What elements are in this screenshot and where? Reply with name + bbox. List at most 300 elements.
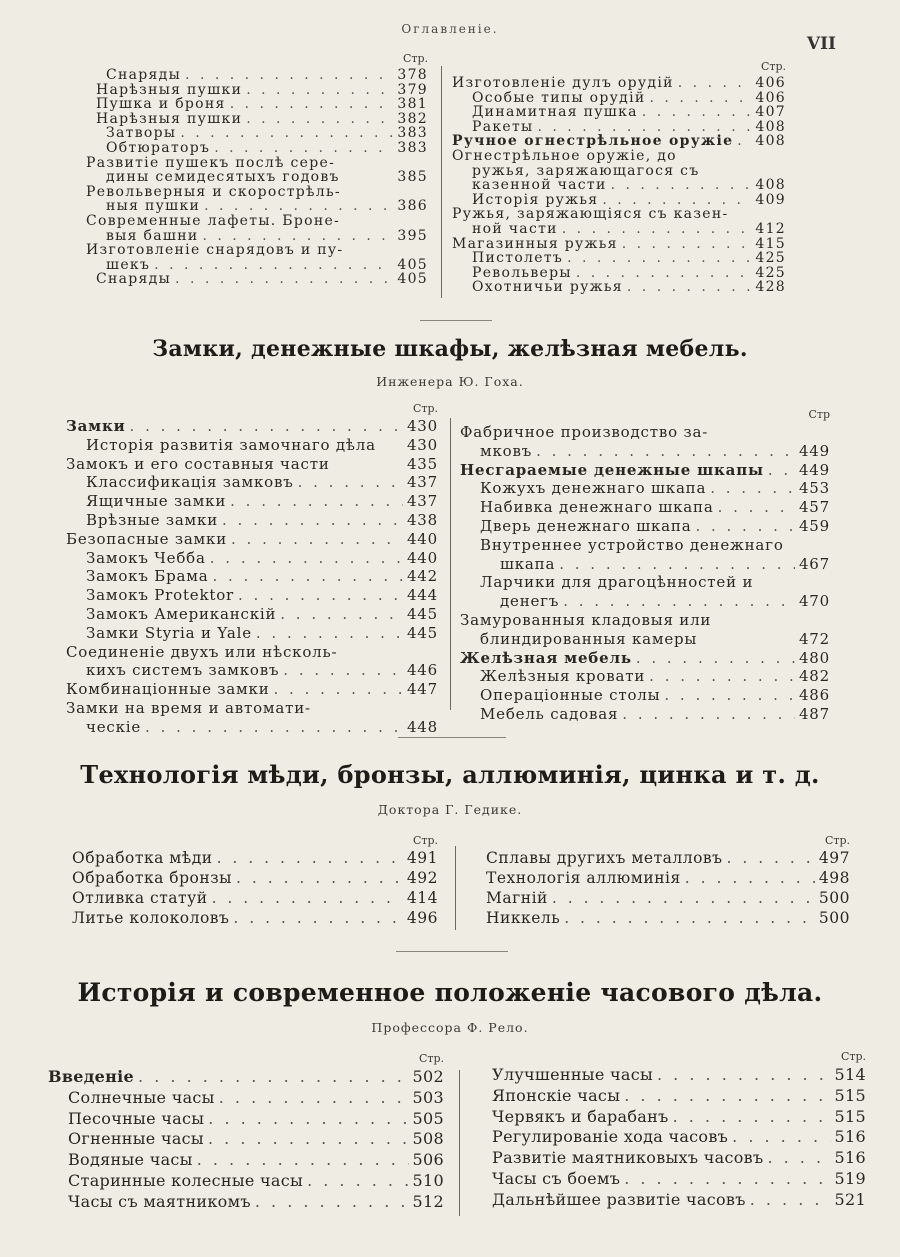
toc-entry <box>452 163 786 178</box>
dot-leader <box>210 549 403 567</box>
left-column <box>86 52 428 286</box>
toc-entry <box>460 686 830 705</box>
dot-leader <box>238 586 403 604</box>
toc-entry <box>460 705 830 724</box>
dot-leader <box>307 1171 408 1190</box>
dot-leader <box>230 492 403 510</box>
toc-entry <box>66 530 438 549</box>
toc-entry-label: Пистолетъ <box>472 250 564 267</box>
toc-entry-label: Замокъ Чебба <box>86 548 206 567</box>
dot-leader <box>138 1067 409 1086</box>
toc-entry-label: Улучшенные часы <box>492 1065 653 1084</box>
toc-entry <box>486 909 850 929</box>
toc-entry-label: Развитіе пушекъ послѣ сере- <box>86 154 336 171</box>
running-head: Оглавленіе. <box>401 22 499 36</box>
toc-entry-label: Нарѣзныя пушки <box>96 110 243 127</box>
toc-entry-label: ружья, заряжающагося съ <box>472 162 700 179</box>
toc-entry-label: Обработка бронзы <box>72 869 233 887</box>
toc-entry <box>460 592 830 611</box>
toc-entry-label: Замокъ и его составныя части <box>66 454 330 473</box>
toc-entry-label: Регулированіе хода часовъ <box>492 1127 729 1147</box>
toc-entry-page: 414 <box>406 889 438 907</box>
toc-entry <box>66 586 438 605</box>
toc-entry-label: Ларчики для драгоцѣнностей и <box>480 573 754 592</box>
toc-entry <box>48 1129 444 1150</box>
toc-entry <box>452 192 786 207</box>
toc-entry-label: Безопасные замки <box>66 529 227 548</box>
toc-entry-label: дины семидесятыхъ годовъ <box>106 169 340 186</box>
toc-entry-label: ческіе <box>86 717 142 736</box>
toc-entry <box>460 479 830 498</box>
toc-entry-label: Желѣзныя кровати <box>480 667 646 686</box>
toc-entry-label: Замокъ Брама <box>86 567 209 586</box>
dot-leader <box>750 1190 831 1209</box>
toc-entry-page: 447 <box>406 680 438 699</box>
section-author: Инженера Ю. Гоха. <box>376 374 524 389</box>
toc-entry-page: 437 <box>406 492 438 511</box>
dot-leader <box>538 119 752 135</box>
toc-entry-label: Затворы <box>106 125 177 142</box>
toc-entry-label: Изготовленіе снарядовъ и пу- <box>86 242 344 259</box>
toc-entry <box>86 67 428 82</box>
dot-leader <box>673 1107 831 1126</box>
dot-leader <box>650 90 752 106</box>
toc-entry <box>72 849 438 869</box>
dot-leader <box>208 1109 408 1128</box>
toc-entry-page: 480 <box>798 648 830 667</box>
toc-entry <box>460 517 830 536</box>
page-column-head: Стр. <box>418 1052 444 1065</box>
toc-entry-label: Фабричное производство за- <box>460 423 709 441</box>
toc-entry-label: Внутреннее устройство денежнаго <box>480 535 784 554</box>
toc-entry-page: 515 <box>834 1085 866 1105</box>
toc-entry-page: 440 <box>406 548 438 567</box>
toc-entry-label: Дверь денежнаго шкапа <box>480 516 692 535</box>
dot-leader <box>710 479 795 497</box>
toc-entry <box>66 473 438 492</box>
toc-entry-label: Исторія ружья <box>472 191 599 208</box>
left-column <box>66 402 438 737</box>
toc-entry-label: Динамитная пушка <box>472 104 638 121</box>
toc-entry-label: Введеніе <box>48 1067 135 1086</box>
dot-leader <box>222 511 403 529</box>
toc-entry-label: Старинные колесные часы <box>68 1170 304 1190</box>
toc-entry <box>86 242 428 257</box>
dot-leader <box>255 1192 409 1211</box>
toc-entry-label: Современные лафеты. Броне- <box>86 212 341 229</box>
toc-entry-page: 408 <box>755 118 786 135</box>
dot-leader <box>185 67 393 83</box>
toc-entry <box>460 630 830 649</box>
toc-entry-label: мковъ <box>480 441 533 460</box>
toc-entry <box>460 498 830 517</box>
toc-entry-page: 506 <box>412 1150 444 1170</box>
dot-leader <box>767 1148 830 1167</box>
toc-entry-page: 505 <box>412 1108 444 1128</box>
toc-entry-label: ныя пушки <box>106 198 201 215</box>
toc-entry-page: 449 <box>798 441 830 460</box>
dot-leader <box>624 1169 830 1188</box>
toc-entry-page: 437 <box>406 473 438 492</box>
toc-entry-page: 385 <box>397 169 428 186</box>
toc-entry-page: 430 <box>406 435 438 454</box>
toc-entry-label: Литье колоколовъ <box>72 909 230 927</box>
toc-entry-page: 521 <box>834 1189 866 1209</box>
toc-entry-label: Замокъ Американскій <box>86 604 277 623</box>
dot-leader <box>536 442 795 460</box>
dot-leader <box>657 1065 831 1084</box>
toc-entry <box>72 889 438 909</box>
toc-entry <box>486 869 850 889</box>
toc-entry-label: Набивка денежнаго шкапа <box>480 498 714 517</box>
toc-entry-page: 519 <box>834 1168 866 1188</box>
toc-entry <box>492 1107 866 1128</box>
toc-entry-page: 425 <box>755 264 786 281</box>
toc-entry-label: денегъ <box>500 592 560 611</box>
toc-entry <box>452 221 786 236</box>
toc-entry-page: 500 <box>818 909 850 927</box>
page-column-head: Стр. <box>412 834 438 847</box>
toc-entry-label: Никкель <box>486 909 561 927</box>
toc-entry-page: 395 <box>397 227 428 244</box>
toc-entry <box>86 96 428 111</box>
dot-leader <box>197 1150 409 1169</box>
dot-leader <box>204 198 393 214</box>
toc-entry-page: 467 <box>798 554 830 573</box>
dot-leader <box>233 909 403 927</box>
toc-entry <box>66 624 438 643</box>
toc-entry-label: Технологія аллюминія <box>486 869 681 887</box>
toc-entry <box>460 423 830 442</box>
toc-entry-label: Желѣзная мебель <box>460 648 632 667</box>
toc-entry <box>452 148 786 163</box>
toc-entry-label: Ракеты <box>472 118 534 135</box>
page-column-head: Стр <box>808 408 830 421</box>
toc-entry <box>452 250 786 265</box>
toc-entry-label: шкапа <box>500 554 556 573</box>
toc-entry-page: 408 <box>755 133 786 150</box>
toc-entry-page: 472 <box>798 629 830 648</box>
toc-entry-page: 459 <box>798 516 830 535</box>
toc-entry-label: Особые типы орудій <box>472 89 646 106</box>
toc-entry-page: 406 <box>755 89 786 106</box>
toc-entry <box>460 573 830 592</box>
toc-entry-label: Огненные часы <box>68 1129 204 1149</box>
toc-entry-label: Классификація замковъ <box>86 473 294 492</box>
toc-entry-page: 492 <box>406 869 438 887</box>
page-column-head: Стр. <box>760 60 786 73</box>
toc-entry-page: 445 <box>406 623 438 642</box>
toc-entry <box>486 849 850 869</box>
dot-leader <box>559 555 795 573</box>
toc-entry-page: 515 <box>834 1106 866 1126</box>
left-column <box>48 1052 444 1213</box>
toc-entry <box>86 169 428 184</box>
toc-entry-page: 446 <box>406 661 438 680</box>
toc-entry-page: 379 <box>397 81 428 98</box>
dot-leader <box>212 567 403 585</box>
toc-entry-page: 406 <box>755 75 786 91</box>
toc-entry <box>460 461 830 480</box>
toc-entry-page: 435 <box>406 454 438 473</box>
dot-leader <box>678 75 752 91</box>
toc-entry <box>66 549 438 568</box>
dot-leader <box>212 889 403 907</box>
toc-entry-page: 430 <box>406 417 438 435</box>
toc-entry <box>66 699 438 718</box>
dot-leader <box>219 1088 409 1107</box>
toc-entry-label: Магазинныя ружья <box>452 235 618 252</box>
page-number: VII <box>806 34 836 54</box>
toc-entry <box>452 90 786 105</box>
right-column <box>460 408 830 724</box>
toc-entry-label: ной части <box>472 220 558 237</box>
dot-leader <box>280 605 403 623</box>
toc-entry <box>66 567 438 586</box>
toc-entry-page: 407 <box>755 104 786 121</box>
page-column-head: Стр. <box>412 402 438 415</box>
toc-entry-page: 440 <box>406 529 438 548</box>
toc-entry <box>86 111 428 126</box>
toc-entry-label: Врѣзные замки <box>86 510 218 529</box>
toc-entry-label: Солнечные часы <box>68 1087 215 1107</box>
section-divider <box>398 737 506 738</box>
toc-entry <box>460 442 830 461</box>
toc-entry-page: 502 <box>412 1067 444 1086</box>
toc-entry <box>86 257 428 272</box>
toc-entry-page: 442 <box>406 567 438 586</box>
dot-leader <box>256 624 403 642</box>
toc-entry-label: Часы съ маятникомъ <box>68 1191 251 1211</box>
dot-leader <box>145 718 403 736</box>
toc-entry-label: Часы съ боемъ <box>492 1168 621 1188</box>
toc-entry-label: Снаряды <box>106 67 182 83</box>
dot-leader <box>180 125 393 141</box>
toc-entry-page: 512 <box>412 1191 444 1211</box>
toc-entry <box>492 1190 866 1211</box>
toc-entry-label: Обтюраторъ <box>106 139 211 156</box>
page-column-head: Стр. <box>824 834 850 847</box>
toc-entry <box>48 1088 444 1109</box>
toc-entry-label: Замурованныя кладовыя или <box>460 610 712 629</box>
toc-entry-label: Операціонные столы <box>480 686 661 705</box>
toc-entry-label: Соединеніе двухъ или нѣсколь- <box>66 642 338 661</box>
toc-entry-page: 408 <box>755 177 786 194</box>
toc-entry-label: блиндированныя камеры <box>480 629 698 648</box>
dot-leader <box>298 473 403 491</box>
toc-entry-label: кихъ системъ замковъ <box>86 661 280 680</box>
dot-leader <box>231 530 403 548</box>
dot-leader <box>622 705 795 723</box>
column-divider <box>441 66 442 298</box>
dot-leader <box>727 849 815 867</box>
toc-entry-label: Огнестрѣльное оружіе, до <box>452 147 677 164</box>
toc-entry-page: 382 <box>397 110 428 127</box>
toc-entry <box>66 661 438 680</box>
toc-entry <box>86 271 428 286</box>
dot-leader <box>611 177 752 193</box>
toc-entry-page: 508 <box>412 1129 444 1149</box>
toc-entry-label: Ручное огнестрѣльное оружіе <box>452 133 734 150</box>
toc-entry-page: 378 <box>397 67 428 83</box>
section-divider <box>420 320 492 321</box>
toc-entry-page: 487 <box>798 704 830 723</box>
toc-entry-page: 448 <box>406 717 438 736</box>
toc-entry-page: 405 <box>397 256 428 273</box>
toc-entry-page: 516 <box>834 1148 866 1168</box>
dot-leader <box>622 236 752 252</box>
toc-entry-page: 415 <box>755 235 786 252</box>
page-column-head: Стр. <box>402 52 428 65</box>
toc-entry-label: Развитіе маятниковыхъ часовъ <box>492 1148 764 1168</box>
toc-entry <box>492 1127 866 1148</box>
toc-entry <box>48 1067 444 1088</box>
toc-entry <box>86 155 428 170</box>
toc-entry-page: 383 <box>397 125 428 142</box>
toc-entry <box>452 75 786 90</box>
toc-entry <box>66 492 438 511</box>
dot-leader <box>217 849 403 867</box>
toc-entry-page: 386 <box>397 198 428 215</box>
toc-entry-label: Револьверныя и скорострѣль- <box>86 183 341 200</box>
toc-entry-page: 444 <box>406 586 438 605</box>
dot-leader <box>208 1129 409 1148</box>
toc-entry <box>492 1065 866 1086</box>
toc-entry <box>486 889 850 909</box>
page-column-head: Стр. <box>840 1050 866 1063</box>
toc-entry-label: Японскіе часы <box>492 1085 621 1105</box>
dot-leader <box>636 649 795 667</box>
section-author: Профессора Ф. Рело. <box>371 1020 529 1035</box>
toc-entry <box>48 1150 444 1171</box>
dot-leader <box>768 461 795 479</box>
toc-entry <box>492 1169 866 1190</box>
dot-leader <box>154 257 393 273</box>
toc-entry <box>66 455 438 474</box>
toc-entry-label: Замки на время и автомати- <box>66 698 311 717</box>
toc-entry-page: 438 <box>406 510 438 529</box>
right-column <box>452 60 786 294</box>
toc-entry-label: Нарѣзныя пушки <box>96 81 243 98</box>
right-column <box>492 1050 866 1211</box>
dot-leader <box>624 1086 830 1105</box>
dot-leader <box>175 271 393 287</box>
toc-entry-page: 428 <box>755 279 786 296</box>
column-divider <box>450 418 451 710</box>
toc-entry <box>452 206 786 221</box>
toc-entry-label: выя башни <box>106 227 199 244</box>
toc-entry <box>460 667 830 686</box>
toc-entry-page: 453 <box>798 479 830 498</box>
toc-entry <box>452 119 786 134</box>
toc-entry <box>66 436 438 455</box>
toc-entry <box>66 643 438 662</box>
section-title: Исторія и современное положеніе часового дѣла. <box>77 978 823 1007</box>
toc-entry-page: 514 <box>834 1065 866 1084</box>
toc-entry <box>492 1086 866 1107</box>
toc-entry <box>72 909 438 929</box>
toc-entry-label: казенной части <box>472 177 607 194</box>
toc-entry-page: 491 <box>406 849 438 867</box>
toc-entry-label: Обработка мѣди <box>72 849 213 867</box>
right-column <box>486 834 850 929</box>
toc-entry <box>452 133 786 148</box>
section-title: Технологія мѣди, бронзы, аллюминія, цинка и т. д. <box>80 760 820 789</box>
toc-entry-label: Дальнѣйшее развитіе часовъ <box>492 1189 746 1209</box>
dot-leader <box>564 909 815 927</box>
toc-entry-page: 486 <box>798 686 830 705</box>
dot-leader <box>214 140 393 156</box>
toc-entry-label: Замокъ Protektor <box>86 586 234 605</box>
toc-entry-label: Замки <box>66 417 126 435</box>
toc-entry <box>452 265 786 280</box>
toc-entry <box>66 511 438 530</box>
dot-leader <box>246 82 393 98</box>
toc-entry <box>66 680 438 699</box>
dot-leader <box>642 104 752 120</box>
toc-entry <box>460 536 830 555</box>
toc-entry <box>452 177 786 192</box>
toc-entry-label: Сплавы другихъ металловъ <box>486 849 723 867</box>
dot-leader <box>202 228 393 244</box>
toc-entry-label: Ящичные замки <box>86 492 227 511</box>
toc-entry-label: Револьверы <box>472 264 572 281</box>
dot-leader <box>567 250 751 266</box>
dot-leader <box>130 417 403 435</box>
toc-entry-page: 449 <box>798 460 830 479</box>
toc-entry-page: 497 <box>818 849 850 867</box>
toc-entry-label: Магній <box>486 889 548 907</box>
column-divider <box>455 846 456 930</box>
toc-entry <box>452 279 786 294</box>
toc-entry-page: 405 <box>397 271 428 288</box>
toc-entry-label: Охотничьи ружья <box>472 279 623 296</box>
toc-entry-page: 498 <box>818 869 850 887</box>
toc-entry <box>66 605 438 624</box>
toc-entry-page: 381 <box>397 96 428 113</box>
toc-entry-label: Песочные часы <box>68 1108 205 1128</box>
toc-entry <box>66 718 438 737</box>
toc-entry-label: Ружья, заряжающіяся съ казен- <box>452 206 729 223</box>
toc-entry <box>86 213 428 228</box>
toc-entry-page: 482 <box>798 667 830 686</box>
toc-entry-page: 383 <box>397 139 428 156</box>
toc-entry <box>86 140 428 155</box>
toc-entry-page: 510 <box>412 1170 444 1190</box>
toc-entry <box>86 198 428 213</box>
toc-entry <box>86 82 428 97</box>
left-column <box>72 834 438 929</box>
dot-leader <box>230 96 394 112</box>
toc-entry <box>452 236 786 251</box>
dot-leader <box>552 889 815 907</box>
toc-entry-label: Снаряды <box>96 271 172 288</box>
dot-leader <box>246 111 393 127</box>
toc-entry-label: Исторія развитія замочнаго дѣла <box>86 435 376 454</box>
toc-entry <box>86 228 428 243</box>
dot-leader <box>563 592 795 610</box>
dot-leader <box>732 1127 830 1146</box>
toc-entry <box>460 555 830 574</box>
toc-entry-label: Комбинаціонные замки <box>66 680 270 699</box>
dot-leader <box>576 265 752 281</box>
dot-leader <box>664 686 795 704</box>
section-divider <box>396 951 508 952</box>
toc-entry <box>86 125 428 140</box>
toc-entry <box>48 1171 444 1192</box>
toc-entry-page: 470 <box>798 592 830 611</box>
dot-leader <box>627 279 751 295</box>
